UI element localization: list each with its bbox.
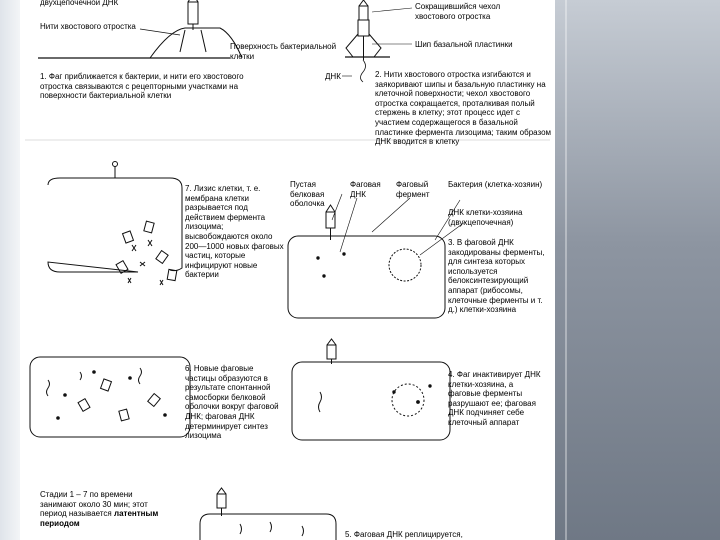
step4-caption: 4. Фаг инактивирует ДНК клетки-хозяина, а фаговые ферменты разрушают ее; фаговая ДНК подчиняет себе клеточный аппарат bbox=[448, 370, 541, 427]
step4-cell-drawing bbox=[292, 339, 450, 440]
phage-enzyme-label: Фаговый фермент bbox=[396, 180, 430, 199]
step7-caption: 7. Лизис клетки, т. е. мембрана клетки разрывается под действием фермента лизоцима; высвобождаются около 200—1000 новых фаговых частиц, которые инфицируют новые бактерии bbox=[185, 184, 284, 280]
lysis-cell-drawing bbox=[48, 162, 182, 286]
step6-cell-drawing bbox=[30, 357, 190, 437]
baseplate-spike-label: Шип базальной пластинки bbox=[415, 40, 513, 49]
latent-period-note: Стадии 1 – 7 по времени занимают около 30 мин; этот период называется латентным периодом bbox=[40, 490, 159, 528]
latent-period-term: латентным периодом bbox=[40, 509, 159, 528]
tail-fibers-label: Нити хвостового отростка bbox=[40, 22, 136, 31]
host-bacterium-label: Бактерия (клетка-хозяин) bbox=[448, 180, 543, 189]
lead-fragment-text: двухцепочечной ДНК bbox=[40, 0, 119, 7]
step3-caption: 3. В фаговой ДНК закодированы ферменты, для синтеза которых используется белоксинтезирующий аппарат (рибосомы, клеточные ферменты и т. д.) клетки-хозяина bbox=[448, 238, 545, 315]
step5-cell-drawing bbox=[200, 488, 336, 540]
step6-caption: 6. Новые фаговые частицы образуются в результате спонтанной самосборки белковой оболочки вокруг фаговой ДНК; фаговая ДНК детерминирует синтез лизоцима bbox=[185, 364, 279, 441]
phage-dna-label: Фаговая ДНК bbox=[350, 180, 381, 199]
host-dna-label: ДНК клетки-хозяина (двухцепочечная) bbox=[448, 208, 523, 227]
slide-page bbox=[20, 0, 555, 540]
step2-caption: 2. Нити хвостового отростка изгибаются и заякоривают шипы и базальную пластинку на клеточной поверхности; чехол хвостового отростка сокращается, проталкивая полый стержень в клетку; этот процесс идет с участием содержащегося в базальной пластинке фермента лизоцима; таким образом ДНК вводится в клетку bbox=[375, 70, 552, 147]
left-margin bbox=[0, 0, 20, 540]
right-decorative-panel bbox=[555, 0, 720, 540]
step1-caption: 1. Фаг приближается к бактерии, и нити его хвостового отростка связываются с рецепторными участками на поверхности бактериальной клетки bbox=[40, 72, 244, 101]
dna-label: ДНК bbox=[325, 72, 341, 81]
cell-surface-label: Поверхность бактериальной клетки bbox=[230, 42, 337, 61]
contracted-sheath-label: Сокращившийся чехол хвостового отростка bbox=[415, 2, 501, 21]
step3-cell-drawing bbox=[288, 194, 465, 318]
empty-coat-label: Пустая белковая оболочка bbox=[290, 180, 325, 209]
step5-caption: 5. Фаговая ДНК реплицируется, bbox=[345, 530, 463, 539]
